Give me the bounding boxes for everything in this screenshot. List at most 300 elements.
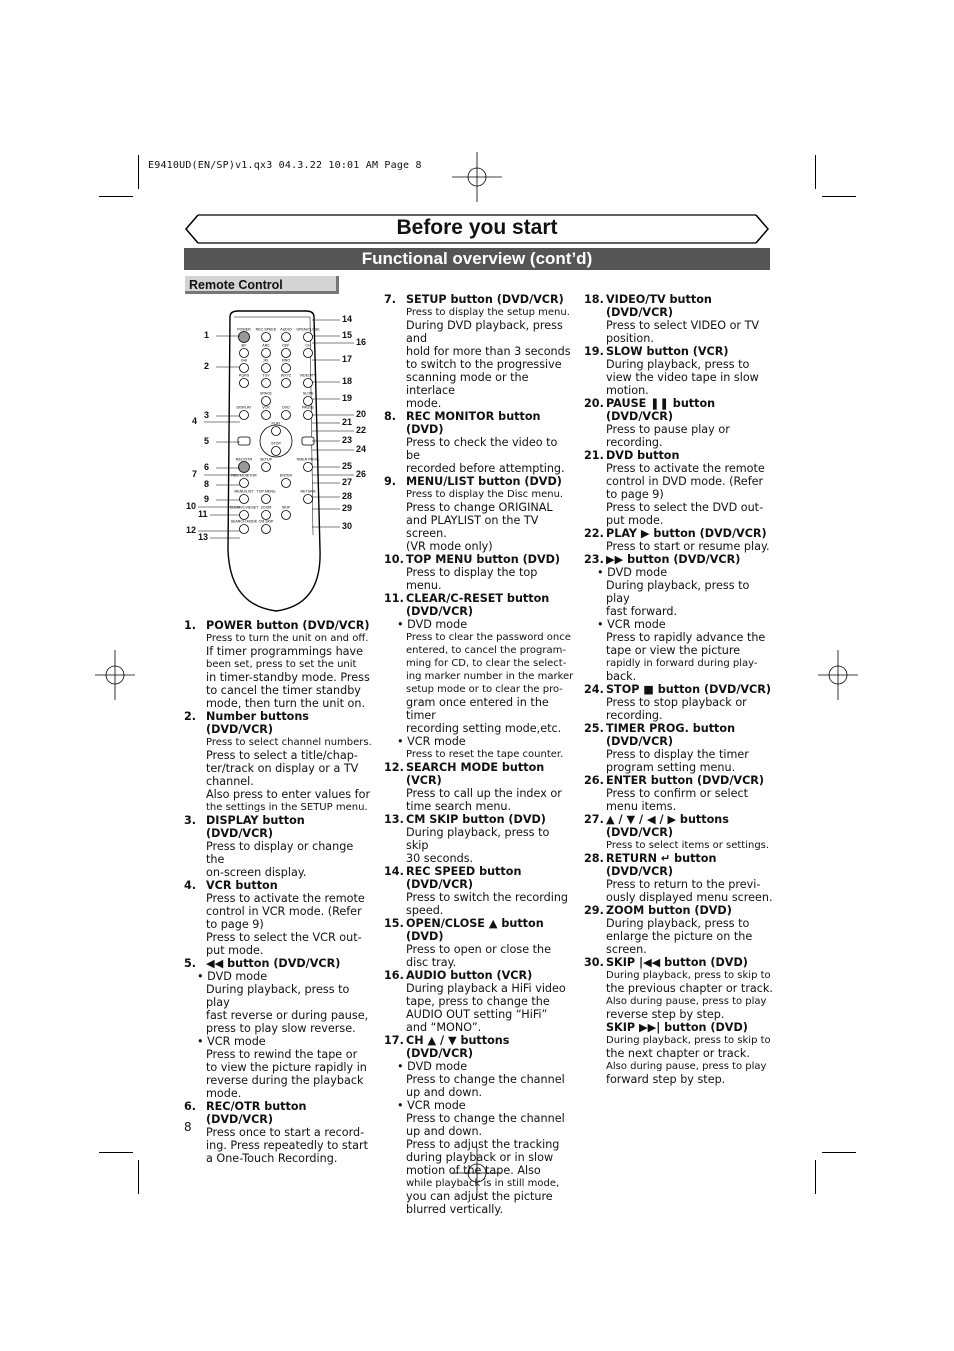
item-description-line: view the video tape in slow <box>606 371 759 384</box>
item-heading: AUDIO button (VCR) <box>406 969 533 982</box>
column-left <box>184 619 374 1165</box>
list-item <box>384 1034 574 1216</box>
callout-number: 27 <box>342 477 353 487</box>
item-description-line: reverse step by step. <box>606 1008 725 1021</box>
item-description-line: speed. <box>406 904 444 917</box>
callout-number: 6 <box>204 462 210 472</box>
remote-button-label: OPEN/CLOSE <box>296 327 320 332</box>
item-description-line: Press once to start a record- <box>206 1126 365 1139</box>
item-number: 26. <box>584 774 604 787</box>
item-description-line: up and down. <box>406 1125 483 1138</box>
item-description-line: Press to display the timer <box>606 748 749 761</box>
item-heading: SLOW button (VCR) <box>606 345 729 358</box>
item-description-line: Press to turn the unit on and off. <box>206 633 369 644</box>
callout-number: 20 <box>356 409 367 419</box>
remote-button <box>262 511 271 520</box>
callout-number: 15 <box>342 330 353 340</box>
remote-button <box>282 333 291 342</box>
item-description-line: 30 seconds. <box>406 852 474 865</box>
item-number: 28. <box>584 852 604 865</box>
item-description-line: Also during pause, press to play <box>606 996 767 1007</box>
remote-button-label: RETURN <box>300 489 316 494</box>
callout-number: 30 <box>342 521 353 531</box>
crop-mark <box>815 1160 816 1194</box>
remote-button-label: PAUSE <box>302 405 314 410</box>
item-description-line: Press to clear the password once <box>406 632 571 643</box>
item-description-line: Press to adjust the tracking <box>406 1138 560 1151</box>
item-number: 10. <box>384 553 404 566</box>
list-item <box>384 917 574 969</box>
remote-button-label: PLAY <box>271 421 281 426</box>
item-description-line: • VCR mode <box>197 1035 266 1048</box>
item-description-line: Press to rapidly advance the <box>606 631 766 644</box>
item-number: 20. <box>584 397 604 410</box>
remote-button-label: @/: <box>241 343 247 348</box>
item-description-line: tape, press to change the <box>406 995 550 1008</box>
list-item <box>584 449 774 527</box>
item-heading: TIMER PROG. button (DVD/VCR) <box>606 722 736 748</box>
item-number: 11. <box>384 592 404 605</box>
remote-button <box>262 525 271 534</box>
remote-button <box>272 427 281 436</box>
item-heading: SETUP button (DVD/VCR) <box>406 293 564 306</box>
item-heading: OPEN/CLOSE ▲ button (DVD) <box>406 917 544 943</box>
item-heading: DVD button <box>606 449 680 462</box>
remote-button <box>282 349 291 358</box>
item-description-line: • DVD mode <box>397 1060 468 1073</box>
item-description-line: Press to pause play or <box>606 423 730 436</box>
remote-button <box>240 411 249 420</box>
remote-button-label: JKL <box>262 358 270 363</box>
item-heading: REC MONITOR button (DVD) <box>406 410 541 436</box>
column-middle <box>384 293 574 1216</box>
list-item <box>584 722 774 774</box>
item-description-line: mode. <box>406 397 442 410</box>
item-description-line: scanning mode or the interlace <box>406 371 529 397</box>
item-description-line: press to play slow reverse. <box>206 1022 356 1035</box>
remote-button <box>304 349 313 358</box>
remote-button-label: CM SKIP <box>258 519 274 524</box>
item-heading: CLEAR/C-RESET button (DVD/VCR) <box>406 592 550 618</box>
item-description-line: • VCR mode <box>397 735 466 748</box>
item-heading: RETURN ↵ button (DVD/VCR) <box>606 852 717 878</box>
item-description-line: Press to select channel numbers. <box>206 737 372 748</box>
remote-button <box>240 379 249 388</box>
crop-mark <box>138 1160 139 1194</box>
item-description-line: program setting menu. <box>606 761 736 774</box>
list-item <box>584 904 774 956</box>
item-description-line: Press to rewind the tape or <box>206 1048 358 1061</box>
item-description-line: • VCR mode <box>597 618 666 631</box>
remote-button <box>262 349 271 358</box>
item-description-line: in timer-standby mode. Press <box>206 671 370 684</box>
item-number: 16. <box>384 969 404 982</box>
item-description-line: entered, to cancel the program- <box>406 645 566 656</box>
item-number: 3. <box>184 814 197 827</box>
item-description-line: • DVD mode <box>397 618 468 631</box>
item-description-line: to page 9) <box>606 488 664 501</box>
item-heading: ZOOM button (DVD) <box>606 904 732 917</box>
remote-button <box>282 379 291 388</box>
remote-button-label: VIDEO/TV <box>299 373 317 378</box>
callout-number: 22 <box>356 425 367 435</box>
item-description-line: ing marker number in the marker <box>406 671 574 682</box>
item-description-line: to view the picture rapidly in <box>206 1061 367 1074</box>
item-description-line: blurred vertically. <box>406 1203 503 1216</box>
item-description-line: Press to display the setup menu. <box>406 307 570 318</box>
list-item <box>584 683 774 722</box>
item-number: 30. <box>584 956 604 969</box>
item-description-line: ously displayed menu screen. <box>606 891 773 904</box>
item-description-line: AUDIO OUT setting “HiFi” <box>406 1008 548 1021</box>
item-number: 13. <box>384 813 404 826</box>
remote-button-label: MENU/LIST <box>234 489 254 494</box>
item-description-line: control in VCR mode. (Refer <box>206 905 362 918</box>
item-heading: PLAY ▶ button (DVD/VCR) <box>606 527 767 540</box>
callout-number: 19 <box>342 393 353 403</box>
callout-number: 3 <box>204 410 210 420</box>
remote-button-label: WXYZ <box>280 373 292 378</box>
item-description-line: fast reverse or during pause, <box>206 1009 369 1022</box>
callout-number: 8 <box>204 479 210 489</box>
callout-number: 23 <box>342 435 353 445</box>
column-right <box>584 293 774 1086</box>
item-description-line: ter/track on display or a TV <box>206 762 359 775</box>
crop-mark <box>99 196 133 197</box>
item-description-line: mode, then turn the unit on. <box>206 697 366 710</box>
item-description-line: Press to confirm or select <box>606 787 749 800</box>
item-description-line: forward step by step. <box>606 1073 726 1086</box>
item-description-line: been set, press to set the unit <box>206 659 357 670</box>
remote-button-label: SKIP <box>281 505 291 510</box>
item-number: 1. <box>184 619 197 632</box>
crop-mark <box>99 1152 133 1153</box>
item-description-line: ing. Press repeatedly to start <box>206 1139 368 1152</box>
item-number: 18. <box>584 293 604 306</box>
item-heading: PAUSE ❚❚ button (DVD/VCR) <box>606 397 716 423</box>
item-description-line: Also during pause, press to play <box>606 1061 767 1072</box>
remote-button-label: REC SPEED <box>255 327 277 332</box>
item-description-line: • DVD mode <box>197 970 268 983</box>
item-heading: Number buttons (DVD/VCR) <box>206 710 309 736</box>
item-description-line: Press to display the Disc menu. <box>406 489 564 500</box>
item-description-line: motion. <box>606 384 649 397</box>
callout-number: 18 <box>342 376 353 386</box>
item-heading: POWER button (DVD/VCR) <box>206 619 370 632</box>
section-subtitle: Functional overview (cont’d) <box>184 248 770 270</box>
item-description-line: Press to select a title/chap- <box>206 749 358 762</box>
item-description-line: while playback is in still mode, <box>406 1178 560 1189</box>
remote-button-label: TOP MENU <box>256 489 276 494</box>
item-description-line: During playback, press to skip to <box>606 1035 771 1046</box>
callout-number: 12 <box>186 525 197 535</box>
remote-button <box>262 495 271 504</box>
callout-number: 9 <box>204 494 210 504</box>
item-description-line: to switch to the progressive <box>406 358 562 371</box>
list-item <box>184 879 374 957</box>
page-number: 8 <box>184 1120 192 1134</box>
item-description-line: During playback, press to skip <box>406 826 550 852</box>
registration-mark-icon <box>818 650 858 700</box>
item-description-line: position. <box>606 332 654 345</box>
item-number: 9. <box>384 475 397 488</box>
callout-number: 28 <box>342 491 353 501</box>
remote-button-label: DVD <box>282 405 290 410</box>
remote-button <box>240 349 249 358</box>
remote-button-label: VCR <box>262 405 270 410</box>
item-number: 25. <box>584 722 604 735</box>
item-description-line: the previous chapter or track. <box>606 982 773 995</box>
item-description-line: up and down. <box>406 1086 483 1099</box>
remote-button <box>240 511 249 520</box>
remote-button <box>304 411 313 420</box>
crop-mark <box>822 1152 856 1153</box>
item-heading: MENU/LIST button (DVD) <box>406 475 562 488</box>
item-description-line: During playback a HiFi video <box>406 982 566 995</box>
item-heading: REC SPEED button (DVD/VCR) <box>406 865 522 891</box>
item-heading: TOP MENU button (DVD) <box>406 553 561 566</box>
item-description-line: you can adjust the picture <box>406 1190 553 1203</box>
item-description-line: During playback, press to <box>606 358 750 371</box>
item-number: 24. <box>584 683 604 696</box>
remote-button <box>304 397 313 406</box>
item-description-line: Press to change the channel <box>406 1112 565 1125</box>
item-description-line: Press to start or resume play. <box>606 540 770 553</box>
remote-button <box>304 333 313 342</box>
list-item <box>584 852 774 904</box>
item-heading: DISPLAY button (DVD/VCR) <box>206 814 305 840</box>
callout-number: 5 <box>204 436 210 446</box>
item-description-line: on-screen display. <box>206 866 307 879</box>
registration-mark-icon <box>452 152 502 202</box>
remote-button-label: SEARCH MODE <box>230 519 258 524</box>
callout-number: 13 <box>198 532 209 542</box>
item-description-line: to cancel the timer standby <box>206 684 361 697</box>
item-description-line: screen. <box>606 943 647 956</box>
list-item <box>384 475 574 553</box>
callout-number: 11 <box>198 509 208 519</box>
remote-button-label: POWER <box>237 327 251 332</box>
item-heading: ENTER button (DVD/VCR) <box>606 774 765 787</box>
remote-button <box>282 479 291 488</box>
remote-button-label: MNO <box>281 358 291 363</box>
list-item <box>584 1021 774 1086</box>
item-description-line: a One-Touch Recording. <box>206 1152 338 1165</box>
registration-mark-icon <box>95 650 135 700</box>
item-description-line: put mode. <box>606 514 664 527</box>
item-description-line: Press to display the top menu. <box>406 566 538 592</box>
remote-button <box>238 437 250 445</box>
list-item <box>384 293 574 410</box>
item-number: 27. <box>584 813 604 826</box>
remote-button-label: STOP <box>271 441 281 446</box>
item-description-line: Press to change ORIGINAL <box>406 501 553 514</box>
item-description-line: During playback, press to play <box>606 579 750 605</box>
remote-button <box>262 379 271 388</box>
list-item <box>584 956 774 1021</box>
item-description-line: mode. <box>206 1087 242 1100</box>
list-item <box>184 710 374 814</box>
item-description-line: rapidly in forward during play- <box>606 658 758 669</box>
item-description-line: and “MONO”. <box>406 1021 482 1034</box>
callout-number: 29 <box>342 503 353 513</box>
item-heading: SEARCH MODE button (VCR) <box>406 761 545 787</box>
item-number: 12. <box>384 761 404 774</box>
remote-button <box>240 364 249 373</box>
item-description-line: Press to select items or settings. <box>606 840 770 851</box>
callout-number: 14 <box>342 314 353 324</box>
list-item <box>584 293 774 345</box>
remote-button-label: ENTER <box>279 473 293 478</box>
remote-button-label: AUDIO <box>280 327 292 332</box>
item-description-line: Press to return to the previ- <box>606 878 761 891</box>
item-heading: ▲ / ▼ / ◀ / ▶ buttons (DVD/VCR) <box>606 813 729 839</box>
page-title: Before you start <box>396 216 558 239</box>
item-description-line: the settings in the SETUP menu. <box>206 802 368 813</box>
remote-button <box>282 411 291 420</box>
item-number: 14. <box>384 865 404 878</box>
item-heading: VIDEO/TV button (DVD/VCR) <box>606 293 712 319</box>
item-number: 5. <box>184 957 197 970</box>
item-description-line: the next chapter or track. <box>606 1047 750 1060</box>
callout-number: 24 <box>356 444 367 454</box>
callout-number: 21 <box>342 417 353 427</box>
item-heading: VCR button <box>206 879 278 892</box>
item-description-line: Press to open or close the <box>406 943 551 956</box>
crop-mark <box>822 196 856 197</box>
item-description-line: If timer programmings have <box>206 645 364 658</box>
remote-button <box>240 495 249 504</box>
item-description-line: setup mode or to clear the pro- <box>406 684 563 695</box>
item-number: 2. <box>184 710 197 723</box>
item-description-line: to page 9) <box>206 918 264 931</box>
remote-button <box>282 511 291 520</box>
item-description-line: Press to check the video to be <box>406 436 558 462</box>
item-description-line: Press to switch the recording <box>406 891 569 904</box>
item-description-line: Press to select VIDEO or TV <box>606 319 760 332</box>
remote-button <box>240 525 249 534</box>
item-description-line: During playback, press to skip to <box>606 970 771 981</box>
item-description-line: recording. <box>606 436 663 449</box>
item-number: 7. <box>384 293 397 306</box>
callout-number: 10 <box>186 501 197 511</box>
callout-number: 26 <box>356 469 367 479</box>
crop-mark <box>815 155 816 189</box>
remote-button-label: TUV <box>262 373 270 378</box>
list-item <box>584 527 774 553</box>
item-description-line: during playback or in slow <box>406 1151 554 1164</box>
list-item <box>184 619 374 710</box>
item-heading: SKIP ▶▶| button (DVD) <box>606 1021 748 1034</box>
list-item <box>584 345 774 397</box>
print-slug: E9410UD(EN/SP)v1.qx3 04.3.22 10:01 AM Page 8 <box>148 160 422 171</box>
item-heading: STOP ■ button (DVD/VCR) <box>606 683 771 696</box>
remote-button-label: TIMER PROG. <box>296 457 320 462</box>
item-number: 19. <box>584 345 604 358</box>
item-number: 23. <box>584 553 604 566</box>
list-item <box>184 814 374 879</box>
item-description-line: Also press to enter values for <box>206 788 371 801</box>
remote-button <box>262 364 271 373</box>
list-item <box>384 813 574 865</box>
list-item <box>384 761 574 813</box>
item-heading: REC/OTR button (DVD/VCR) <box>206 1100 307 1126</box>
item-description-line: (VR mode only) <box>406 540 493 553</box>
item-description-line: Press to reset the tape counter. <box>406 749 564 760</box>
list-item <box>184 1100 374 1165</box>
crop-mark <box>138 155 139 189</box>
callout-number: 2 <box>204 361 210 371</box>
list-item <box>384 553 574 592</box>
item-number: 21. <box>584 449 604 462</box>
item-number: 17. <box>384 1034 404 1047</box>
item-description-line: enlarge the picture on the <box>606 930 753 943</box>
remote-button-label: SPACE <box>260 391 272 396</box>
remote-button-label: ZOOM <box>260 505 272 510</box>
item-heading: ▶▶ button (DVD/VCR) <box>606 553 741 566</box>
item-description-line: time search menu. <box>406 800 512 813</box>
callout-number: 16 <box>356 337 367 347</box>
item-heading: ◀◀ button (DVD/VCR) <box>206 957 341 970</box>
item-description-line: control in DVD mode. (Refer <box>606 475 764 488</box>
item-description-line: gram once entered in the timer <box>406 696 549 722</box>
item-description-line: During playback, press to <box>606 917 750 930</box>
remote-button <box>304 463 313 472</box>
remote-control-label: Remote Control <box>185 276 339 294</box>
item-description-line: Press to call up the index or <box>406 787 562 800</box>
item-description-line: and PLAYLIST on the TV <box>406 514 539 527</box>
remote-button-label: DEF <box>282 343 290 348</box>
remote-button-label: CLEAR/C-RESET <box>229 505 259 510</box>
remote-button <box>262 397 271 406</box>
remote-button <box>240 479 249 488</box>
item-description-line: channel. <box>206 775 254 788</box>
remote-button <box>304 379 313 388</box>
list-item <box>184 957 374 1100</box>
remote-button-label: REC/OTR <box>235 457 253 462</box>
remote-button <box>262 333 271 342</box>
callout-number: 25 <box>342 461 353 471</box>
remote-button-label: CH <box>305 343 311 348</box>
item-description-line: Press to display or change the <box>206 840 354 866</box>
callout-number: 7 <box>192 469 198 479</box>
item-number: 22. <box>584 527 604 540</box>
item-number: 15. <box>384 917 404 930</box>
list-item <box>384 969 574 1034</box>
list-item <box>584 397 774 449</box>
item-description-line: recorded before attempting. <box>406 462 565 475</box>
item-description-line: menu items. <box>606 800 677 813</box>
item-description-line: disc tray. <box>406 956 457 969</box>
item-number: 29. <box>584 904 604 917</box>
callout-number: 17 <box>342 354 353 364</box>
item-heading: CH ▲ / ▼ buttons (DVD/VCR) <box>406 1034 510 1060</box>
item-description-line: fast forward. <box>606 605 678 618</box>
item-number: 6. <box>184 1100 197 1113</box>
item-number: 4. <box>184 879 197 892</box>
remote-button-label: GHI <box>240 358 248 363</box>
item-description-line: Press to change the channel <box>406 1073 565 1086</box>
item-description-line: • DVD mode <box>597 566 668 579</box>
item-number: 8. <box>384 410 397 423</box>
remote-button-label: PQRS <box>238 373 250 378</box>
item-description-line: Press to activate the remote <box>206 892 365 905</box>
item-description-line: back. <box>606 670 637 683</box>
item-description-line: put mode. <box>206 944 264 957</box>
remote-button <box>239 462 250 473</box>
remote-button <box>262 411 271 420</box>
remote-button <box>272 447 281 456</box>
